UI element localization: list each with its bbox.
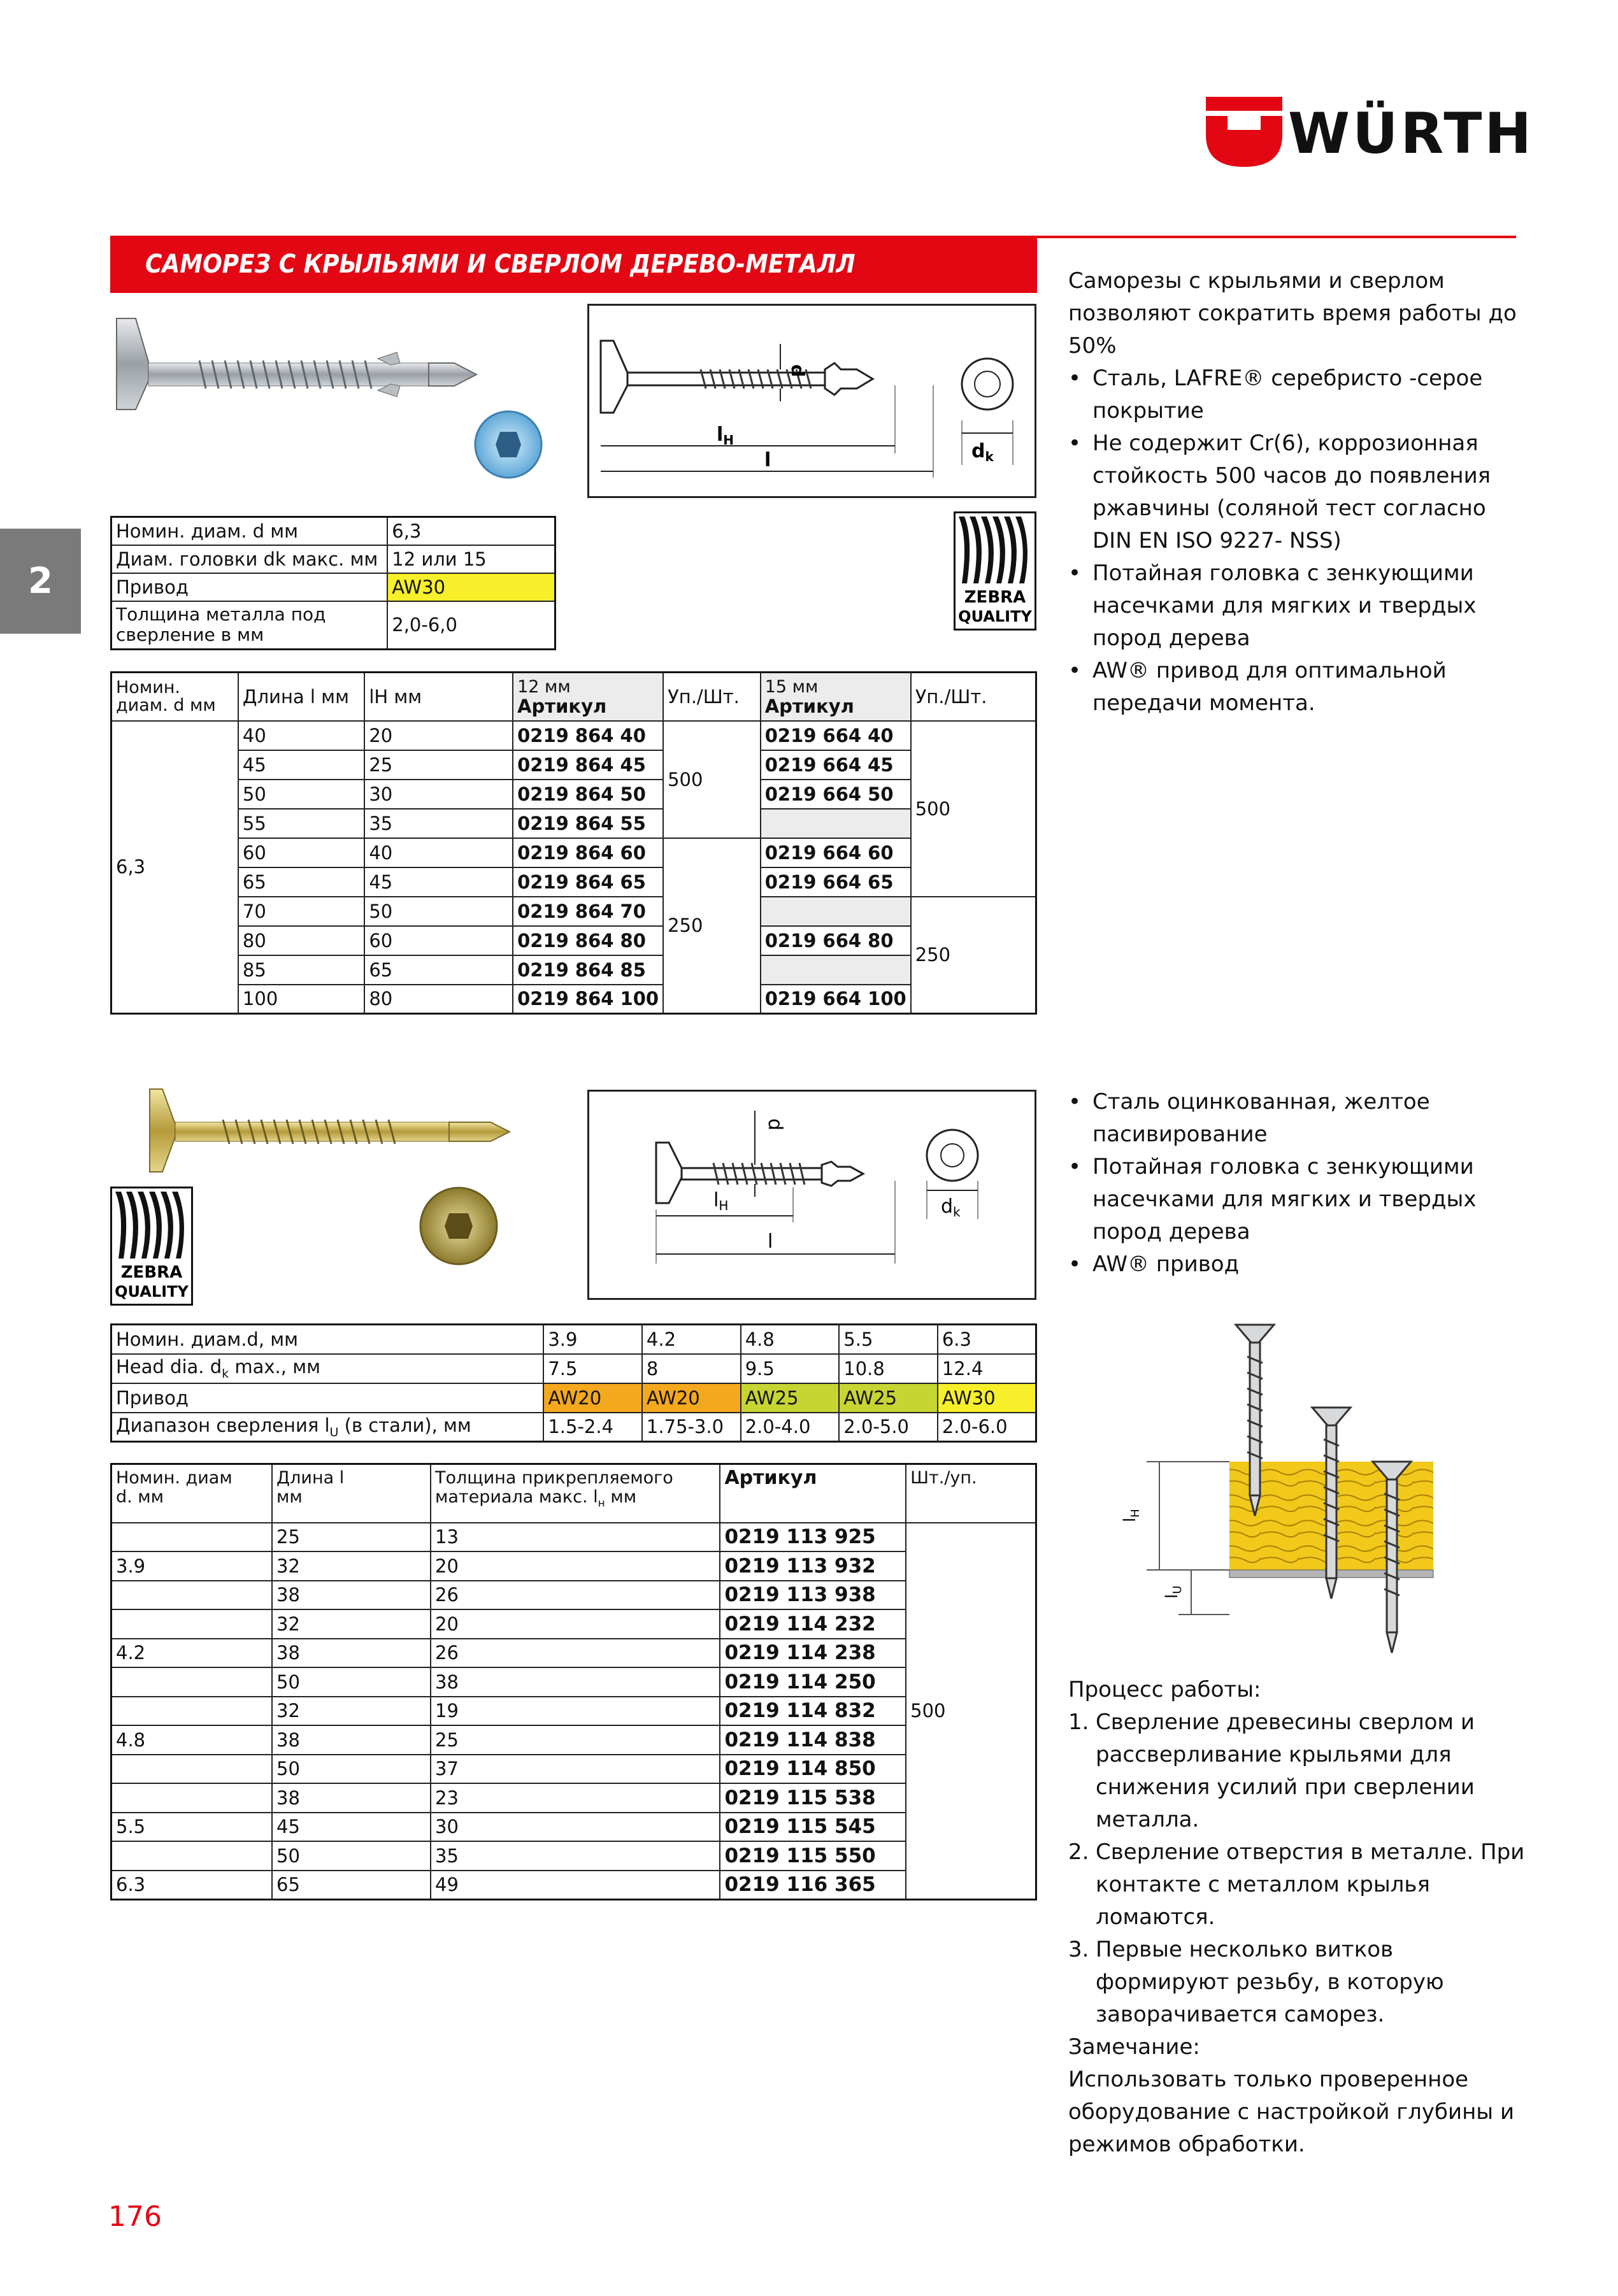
thickness-cell: 13 <box>431 1523 720 1552</box>
spec1-label: Привод <box>111 573 388 601</box>
length-cell: 38 <box>272 1725 431 1755</box>
header-pack12: Уп./Шт. <box>663 673 761 721</box>
screw-photo-silver <box>110 304 550 496</box>
length-cell: 45 <box>238 750 364 780</box>
article-table-2 <box>110 1463 1037 1900</box>
description-bullet: • Потайная головка с зенкующими насечками для мягких и твердых пород дерева <box>1068 557 1527 655</box>
spec1-value: 12 или 15 <box>387 545 555 573</box>
spec2-head: 10.8 <box>839 1354 938 1383</box>
description-bullet: • Сталь оцинкованная, желтое пасивирование <box>1068 1086 1527 1151</box>
article-cell: 0219 864 60 <box>513 838 663 867</box>
length-cell: 40 <box>238 721 364 750</box>
svg-text:dk <box>971 440 994 464</box>
header-art15-size: 15 мм <box>764 676 819 697</box>
length-cell: 65 <box>238 867 364 897</box>
t2-header-length <box>272 1464 431 1523</box>
spec2-head-label-b: max., мм <box>229 1356 320 1378</box>
article-cell: 0219 664 100 <box>761 985 911 1014</box>
diam-cell: 4.2 <box>111 1639 273 1668</box>
note-title: Замечание: <box>1068 2034 1200 2060</box>
description-bullet: • Потайная головка с зенкующими насечками для мягких и твердых пород дерева <box>1068 1151 1527 1248</box>
article-cell: 0219 114 832 <box>720 1697 906 1726</box>
article-cell: 0219 113 925 <box>720 1523 906 1552</box>
article-cell: 0219 864 70 <box>513 897 663 926</box>
description-bullet: • Не содержит Cr(6), коррозионная стойкость 500 часов до появления ржавчины (соляной тест согласно DIN EN ISO 9227- NSS) <box>1068 427 1527 557</box>
spec2-diam: 6.3 <box>938 1325 1036 1354</box>
drawing1-dk-sub: k <box>985 449 994 464</box>
length-cell: 45 <box>272 1813 431 1842</box>
pack-cell: 500 <box>906 1523 1036 1900</box>
process-step-text: Сверление древесины сверлом и рассверливание крыльями для снижения усилий при сверлении металла. <box>1096 1709 1475 1832</box>
drawing1-lh-sub: H <box>723 432 734 448</box>
thickness-cell: 26 <box>431 1639 720 1668</box>
screw-photo-yellow <box>147 1083 522 1274</box>
t2-header-len-a: Длина l <box>276 1468 345 1488</box>
diam-cell: 4.8 <box>111 1725 273 1755</box>
table-row <box>111 1813 1036 1842</box>
thickness-cell: 38 <box>431 1667 720 1697</box>
t2-header-thick-b: материала макс. l <box>435 1487 598 1507</box>
zebra-quality-logo-1 <box>954 511 1036 631</box>
diam-cell <box>111 1523 273 1552</box>
diam-cell <box>111 1697 273 1726</box>
lh-cell: 40 <box>364 838 513 867</box>
diam-cell <box>111 1667 273 1697</box>
lh-cell: 65 <box>364 955 513 985</box>
article-cell-empty <box>761 955 911 985</box>
pack-cell: 500 <box>663 721 761 838</box>
header-art12-label: Артикул <box>517 695 607 717</box>
thickness-cell: 35 <box>431 1841 720 1871</box>
spec2-range: 2.0-5.0 <box>839 1413 938 1442</box>
article-cell: 0219 113 938 <box>720 1581 906 1610</box>
article-cell: 0219 116 365 <box>720 1871 906 1900</box>
process-step-number: 1. <box>1068 1709 1089 1735</box>
article-cell: 0219 115 550 <box>720 1841 906 1871</box>
thickness-cell: 30 <box>431 1813 720 1842</box>
length-cell: 50 <box>272 1755 431 1784</box>
article-cell: 0219 864 100 <box>513 985 663 1014</box>
t2-header-thick-a: Толщина прикрепляемого <box>435 1468 673 1488</box>
svg-text:dk <box>941 1195 961 1220</box>
diam-cell <box>111 1841 273 1871</box>
svg-text:lU <box>1163 1586 1184 1599</box>
article-cell: 0219 664 45 <box>761 750 911 780</box>
description-2 <box>1068 1086 1527 1281</box>
lh-cell: 20 <box>364 721 513 750</box>
t2-header-diam-b: d. мм <box>116 1487 164 1507</box>
table-row <box>111 867 1036 897</box>
article-cell: 0219 864 45 <box>513 750 663 780</box>
spec2-range: 2.0-4.0 <box>741 1413 840 1442</box>
zebra1-line1: ZEBRA <box>964 588 1026 607</box>
svg-text:lH <box>1120 1509 1142 1522</box>
spec1-label: Толщина металла под сверление в мм <box>111 601 388 650</box>
thickness-cell: 19 <box>431 1697 720 1726</box>
length-cell: 38 <box>272 1581 431 1610</box>
drawing2-l-label: l <box>768 1230 773 1253</box>
article-cell: 0219 114 232 <box>720 1609 906 1639</box>
spec2-head-label <box>111 1354 544 1383</box>
article-cell-empty <box>761 897 911 926</box>
header-art12 <box>513 673 663 721</box>
install-lh-sub: H <box>1129 1509 1142 1518</box>
spec-table-1 <box>110 516 556 650</box>
svg-text:lH <box>713 1189 728 1213</box>
length-cell: 25 <box>272 1523 431 1552</box>
spec2-diam-label: Номин. диам.d, мм <box>111 1325 544 1354</box>
length-cell: 70 <box>238 897 364 926</box>
drawing2-lh-label: l <box>713 1189 719 1211</box>
article-cell: 0219 115 538 <box>720 1783 906 1813</box>
spec2-diam: 4.8 <box>741 1325 840 1354</box>
header-diam: Номин. диам. d мм <box>111 673 238 721</box>
spec2-diam: 4.2 <box>642 1325 741 1354</box>
technical-drawing-1 <box>587 304 1036 498</box>
process-title: Процесс работы: <box>1068 1677 1261 1702</box>
lh-cell: 45 <box>364 867 513 897</box>
t2-header-thick-sub: н <box>598 1497 605 1510</box>
length-cell: 38 <box>272 1639 431 1668</box>
article-cell: 0219 114 850 <box>720 1755 906 1784</box>
description-1 <box>1068 265 1527 720</box>
table-row <box>111 1841 1036 1871</box>
spec1-value: 2,0-6,0 <box>387 601 555 650</box>
wurth-logo-mark <box>1206 97 1282 167</box>
length-cell: 38 <box>272 1783 431 1813</box>
process-step <box>1068 1934 1533 2031</box>
spec2-diam: 3.9 <box>543 1325 642 1354</box>
table-row <box>111 1871 1036 1900</box>
thickness-cell: 20 <box>431 1609 720 1639</box>
length-cell: 100 <box>238 985 364 1014</box>
lh-cell: 80 <box>364 985 513 1014</box>
length-cell: 50 <box>272 1667 431 1697</box>
drawing1-d-label: d <box>787 364 808 378</box>
lh-cell: 35 <box>364 809 513 838</box>
spec2-head: 7.5 <box>543 1354 642 1383</box>
length-cell: 80 <box>238 926 364 955</box>
process-step-text: Сверление отверстия в металле. При контакте с металлом крылья ломаются. <box>1096 1839 1525 1930</box>
spec2-head: 12.4 <box>938 1354 1036 1383</box>
length-cell: 50 <box>238 780 364 809</box>
diam-cell <box>111 1581 273 1610</box>
process-step <box>1068 1836 1533 1934</box>
spec1-label: Диам. головки dk макс. мм <box>111 545 388 573</box>
article-cell: 0219 864 80 <box>513 926 663 955</box>
table-row <box>111 1697 1036 1726</box>
t2-header-diam <box>111 1464 273 1523</box>
drawing2-d-label: d <box>764 1118 786 1131</box>
article-cell: 0219 664 50 <box>761 780 911 809</box>
table-row <box>111 1725 1036 1755</box>
t2-header-diam-a: Номин. диам <box>116 1468 233 1488</box>
thickness-cell: 26 <box>431 1581 720 1610</box>
t2-header-pack: Шт./уп. <box>906 1464 1036 1523</box>
thickness-cell: 37 <box>431 1755 720 1784</box>
spec2-drive: AW20 <box>642 1383 741 1413</box>
spec-table-2 <box>110 1323 1037 1443</box>
spec2-drive: AW20 <box>543 1383 642 1413</box>
table-row <box>111 1609 1036 1639</box>
diam-cell: 6,3 <box>111 721 238 1014</box>
header-lh: lH мм <box>364 673 513 721</box>
article-cell: 0219 115 545 <box>720 1813 906 1842</box>
table-row <box>111 1783 1036 1813</box>
t2-header-thickness <box>431 1464 720 1523</box>
article-cell: 0219 664 60 <box>761 838 911 867</box>
pack-cell: 250 <box>663 838 761 1014</box>
article-cell: 0219 664 80 <box>761 926 911 955</box>
description-intro: Саморезы с крыльями и сверлом позволяют сократить время работы до 50% <box>1068 268 1517 359</box>
length-cell: 32 <box>272 1551 431 1581</box>
diam-cell: 5.5 <box>111 1813 273 1842</box>
table-row <box>111 985 1036 1014</box>
table-row <box>111 1551 1036 1581</box>
drawing2-dk-sub: k <box>953 1204 961 1220</box>
length-cell: 32 <box>272 1609 431 1639</box>
spec2-range: 1.5-2.4 <box>543 1413 642 1442</box>
table-row <box>111 955 1036 985</box>
diam-cell <box>111 1609 273 1639</box>
t2-header-thick-c: мм <box>605 1487 637 1507</box>
spec2-drive-label: Привод <box>111 1383 544 1413</box>
install-lh-label: l <box>1120 1517 1140 1522</box>
process-step-number: 2. <box>1068 1839 1089 1865</box>
spec2-range: 1.75-3.0 <box>642 1413 741 1442</box>
table-row <box>111 1581 1036 1610</box>
description-bullet: • AW® привод для оптимальной передачи момента. <box>1068 655 1527 720</box>
spec2-range-label <box>111 1413 544 1442</box>
drawing1-lh-label: l <box>717 424 724 446</box>
table-row <box>111 897 1036 926</box>
article-cell: 0219 113 932 <box>720 1551 906 1581</box>
installation-diagram <box>1108 1312 1440 1656</box>
table-row <box>111 926 1036 955</box>
lh-cell: 30 <box>364 780 513 809</box>
spec1-label: Номин. диам. d мм <box>111 517 388 545</box>
title-underline <box>1037 236 1516 238</box>
diam-cell <box>111 1755 273 1784</box>
brand-name: WÜRTH <box>1288 101 1535 166</box>
table-row <box>111 1667 1036 1697</box>
install-lu-sub: U <box>1171 1585 1184 1594</box>
header-pack15: Уп./Шт. <box>911 673 1036 721</box>
length-cell: 60 <box>238 838 364 867</box>
spec2-head-label-a: Head dia. d <box>116 1356 222 1378</box>
length-cell: 50 <box>272 1841 431 1871</box>
spec2-drive: AW25 <box>741 1383 840 1413</box>
table-row <box>111 1755 1036 1784</box>
table-row <box>111 780 1036 809</box>
lh-cell: 50 <box>364 897 513 926</box>
technical-drawing-2 <box>587 1090 1036 1300</box>
drawing2-lh-sub: H <box>719 1198 729 1213</box>
spec1-value: AW30 <box>387 573 555 601</box>
table-row <box>111 809 1036 838</box>
spec2-range-label-a: Диапазон сверления l <box>116 1414 330 1436</box>
spec2-drive: AW25 <box>839 1383 938 1413</box>
drawing1-dk-label: d <box>971 440 985 462</box>
length-cell: 85 <box>238 955 364 985</box>
install-lu-label: l <box>1163 1594 1182 1599</box>
header-art15-label: Артикул <box>764 695 854 717</box>
article-cell: 0219 664 65 <box>761 867 911 897</box>
zebra-quality-logo-2 <box>110 1187 193 1306</box>
spec2-drive: AW30 <box>938 1383 1036 1413</box>
spec2-range: 2.0-6.0 <box>938 1413 1036 1442</box>
spec2-range-label-sub: U <box>329 1425 339 1439</box>
process-step <box>1068 1706 1533 1836</box>
table-row <box>111 721 1036 750</box>
page-title: САМОРЕЗ С КРЫЛЬЯМИ И СВЕРЛОМ ДЕРЕВО-МЕТАЛЛ <box>145 250 856 279</box>
spec1-value: 6,3 <box>387 517 555 545</box>
diam-cell: 3.9 <box>111 1551 273 1581</box>
article-cell: 0219 864 85 <box>513 955 663 985</box>
lh-cell: 25 <box>364 750 513 780</box>
t2-header-len-b: мм <box>276 1487 303 1507</box>
article-cell: 0219 864 40 <box>513 721 663 750</box>
header-art15 <box>761 673 911 721</box>
length-cell: 55 <box>238 809 364 838</box>
spec2-range-label-b: (в стали), мм <box>338 1414 471 1436</box>
length-cell: 32 <box>272 1697 431 1726</box>
spec2-head: 8 <box>642 1354 741 1383</box>
table-row <box>111 1639 1036 1668</box>
description-bullet: • Сталь, LAFRE® серебристо -серое покрытие <box>1068 362 1527 427</box>
header-length: Длина l мм <box>238 673 364 721</box>
thickness-cell: 49 <box>431 1871 720 1900</box>
article-cell: 0219 114 238 <box>720 1639 906 1668</box>
t2-header-article: Артикул <box>720 1464 906 1523</box>
length-cell: 65 <box>272 1871 431 1900</box>
article-cell: 0219 114 250 <box>720 1667 906 1697</box>
article-cell: 0219 114 838 <box>720 1725 906 1755</box>
note-text: Использовать только проверенное оборудование с настройкой глубины и режимов обработки. <box>1068 2067 1515 2157</box>
table-row <box>111 1523 1036 1552</box>
article-cell-empty <box>761 809 911 838</box>
article-cell: 0219 864 55 <box>513 809 663 838</box>
description-bullet: • AW® привод <box>1068 1248 1527 1281</box>
header-art12-size: 12 мм <box>517 676 571 697</box>
article-cell: 0219 864 65 <box>513 867 663 897</box>
process-description <box>1068 1674 1533 2161</box>
spec2-head-label-sub: k <box>222 1366 229 1381</box>
svg-text:lH <box>717 424 734 448</box>
thickness-cell: 20 <box>431 1551 720 1581</box>
drawing1-l-label: l <box>764 449 771 471</box>
zebra2-line1: ZEBRA <box>120 1263 183 1282</box>
process-step-number: 3. <box>1068 1937 1089 1962</box>
process-step-text: Первые несколько витков формируют резьбу, в которую заворачивается саморез. <box>1096 1937 1444 2027</box>
thickness-cell: 23 <box>431 1783 720 1813</box>
diam-cell: 6.3 <box>111 1871 273 1900</box>
page-number: 176 <box>108 2200 162 2233</box>
zebra1-line2: QUALITY <box>958 608 1032 625</box>
zebra2-line2: QUALITY <box>115 1283 189 1301</box>
diam-cell <box>111 1783 273 1813</box>
table-row <box>111 750 1036 780</box>
pack-cell: 500 <box>911 721 1036 897</box>
table-row <box>111 838 1036 867</box>
chapter-tab: 2 <box>0 529 81 634</box>
spec2-diam: 5.5 <box>839 1325 938 1354</box>
article-table-1 <box>110 671 1037 1015</box>
drawing2-dk-label: d <box>941 1195 954 1218</box>
article-cell: 0219 664 40 <box>761 721 911 750</box>
spec2-head: 9.5 <box>741 1354 840 1383</box>
article-cell: 0219 864 50 <box>513 780 663 809</box>
thickness-cell: 25 <box>431 1725 720 1755</box>
pack-cell: 250 <box>911 897 1036 1014</box>
lh-cell: 60 <box>364 926 513 955</box>
